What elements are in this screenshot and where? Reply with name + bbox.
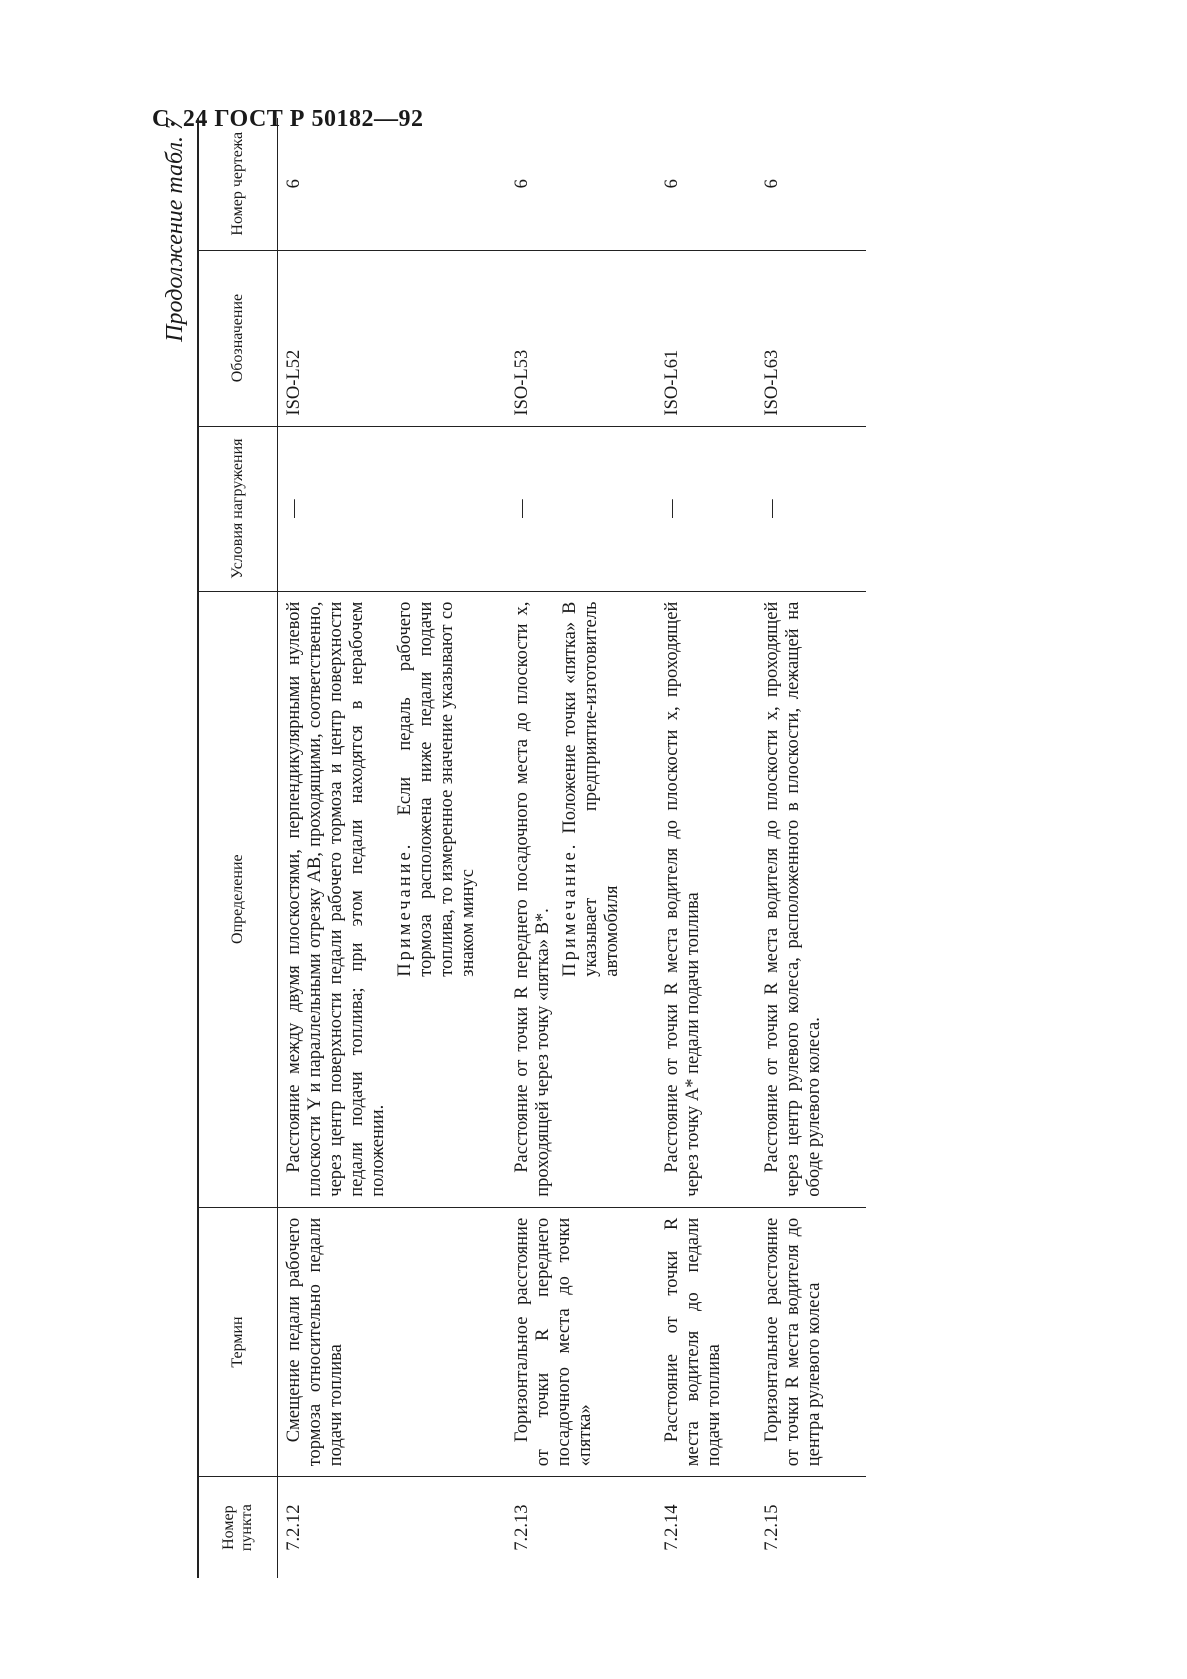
row-load: — bbox=[506, 426, 656, 591]
note-text: Положение точки «пятка» B указывает предприятие-изготовитель автомобиля bbox=[559, 601, 622, 977]
row-definition: Расстояние от точки R места водителя до плоскости x, проходящей через точку A* педали подачи топлива bbox=[656, 591, 756, 1207]
row-designation: ISO-L52 bbox=[278, 250, 506, 426]
table-row bbox=[278, 118, 506, 1578]
row-designation: ISO-L63 bbox=[756, 250, 866, 426]
header-designation: Обозначение bbox=[198, 250, 278, 426]
page-header: С. 24 ГОСТ Р 50182—92 bbox=[152, 106, 424, 132]
table-row bbox=[656, 118, 756, 1578]
row-drawing: 6 bbox=[278, 118, 506, 250]
row-number: 7.2.15 bbox=[761, 1504, 782, 1551]
row-drawing: 6 bbox=[506, 118, 656, 250]
note-text: Если педаль рабочего тормоза расположена ниже педали подачи топлива, то измеренное значение указывают со знаком минус bbox=[395, 601, 478, 977]
table-row bbox=[756, 118, 866, 1578]
note-label: Примечание. bbox=[559, 841, 580, 977]
row-term: Смещение педали рабочего тормоза относительно педали подачи топлива bbox=[278, 1207, 506, 1477]
rotated-table-block bbox=[155, 118, 824, 1578]
row-load: — bbox=[656, 426, 756, 591]
header-drawing: Номер чертежа bbox=[198, 118, 278, 250]
row-term: Горизонтальное расстояние от точки R переднего посадочного места до точки «пятка» bbox=[506, 1207, 656, 1477]
row-drawing: 6 bbox=[656, 118, 756, 250]
header-number: Номер пункта bbox=[198, 1477, 278, 1578]
row-number: 7.2.12 bbox=[284, 1504, 304, 1551]
header-load: Условия нагружения bbox=[198, 426, 278, 591]
specification-table bbox=[197, 118, 866, 1578]
row-load: — bbox=[756, 426, 866, 591]
table-row bbox=[506, 118, 656, 1578]
row-drawing: 6 bbox=[756, 118, 866, 250]
table-header-row bbox=[198, 118, 278, 1578]
row-designation: ISO-L53 bbox=[506, 250, 656, 426]
header-definition: Определение bbox=[198, 591, 278, 1207]
row-number: 7.2.13 bbox=[511, 1504, 532, 1551]
header-term: Термин bbox=[198, 1207, 278, 1477]
row-definition: Расстояние от точки R места водителя до плоскости x, проходящей через центр рулевого колеса, расположенного в плоскости, лежащей на ободе рулевого колеса. bbox=[756, 591, 866, 1207]
row-term: Горизонтальное расстояние от точки R места водителя до центра рулевого колеса bbox=[756, 1207, 866, 1477]
row-definition: Расстояние между двумя плоскостями, перпендикулярными нулевой плоскости Y и параллельными отрезку AB, проходящими, соответственно, через центр поверхности педали рабочего тормоза и центр поверхности педали подачи топлива; при этом педали находятся в нерабочем положении. Примечание. Если педаль рабочего тормоза расположена ниже педали подачи топлива, то измеренное значение указывают со знаком минус bbox=[278, 591, 506, 1207]
row-definition: Расстояние от точки R переднего посадочного места до плоскости x, проходящей через точку «пятка» B*. Примечание. Положение точки «пятка» B указывает предприятие-изготовитель автомобиля bbox=[506, 591, 656, 1207]
table-caption: Продолжение табл. 7 bbox=[162, 118, 188, 342]
row-term: Расстояние от точки R места водителя до педали подачи топлива bbox=[656, 1207, 756, 1477]
row-load: — bbox=[278, 426, 506, 591]
row-designation: ISO-L61 bbox=[656, 250, 756, 426]
row-number: 7.2.14 bbox=[661, 1504, 682, 1551]
note-label: Примечание. bbox=[395, 841, 415, 977]
